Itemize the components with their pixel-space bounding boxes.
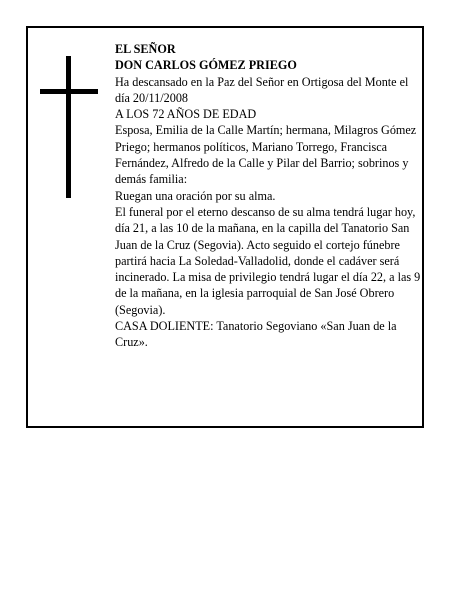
- prayer-request: Ruegan una oración por su alma.: [115, 188, 276, 203]
- cross-vertical-bar: [66, 56, 71, 198]
- deceased-name: DON CARLOS GÓMEZ PRIEGO: [115, 58, 297, 73]
- title-line-1: EL SEÑOR: [115, 42, 176, 56]
- cross-horizontal-bar: [40, 89, 98, 94]
- cross-icon: [40, 56, 98, 198]
- notice-text: [115, 41, 421, 351]
- mourning-home: CASA DOLIENTE: Tanatorio Segoviano «San Juan de la Cruz».: [115, 319, 397, 350]
- obituary-notice: [26, 26, 424, 428]
- age-line: A LOS 72 AÑOS DE EDAD: [115, 107, 257, 122]
- family-list: Esposa, Emilia de la Calle Martín; hermana, Milagros Gómez Priego; hermanos políticos, Mariano Torrego, Francisca Fernández, Alfredo de la Calle y Pilar del Barrio; sobrinos y demás familia:: [115, 123, 417, 187]
- funeral-details: El funeral por el eterno descanso de su alma tendrá lugar hoy, día 21, a las 10 de la mañana, en la capilla del Tanatorio San Juan de la Cruz (Segovia). Acto seguido el cortejo fúnebre partirá hacia La Soledad-Valladolid, donde el cadáver será incinerado. La misa de privilegio tendrá lugar el día 22, a las 9 de la mañana, en la iglesia parroquial de San José Obrero (Segovia).: [115, 204, 421, 317]
- rest-statement: Ha descansado en la Paz del Señor en Ortigosa del Monte el día 20/11/2008: [115, 74, 409, 105]
